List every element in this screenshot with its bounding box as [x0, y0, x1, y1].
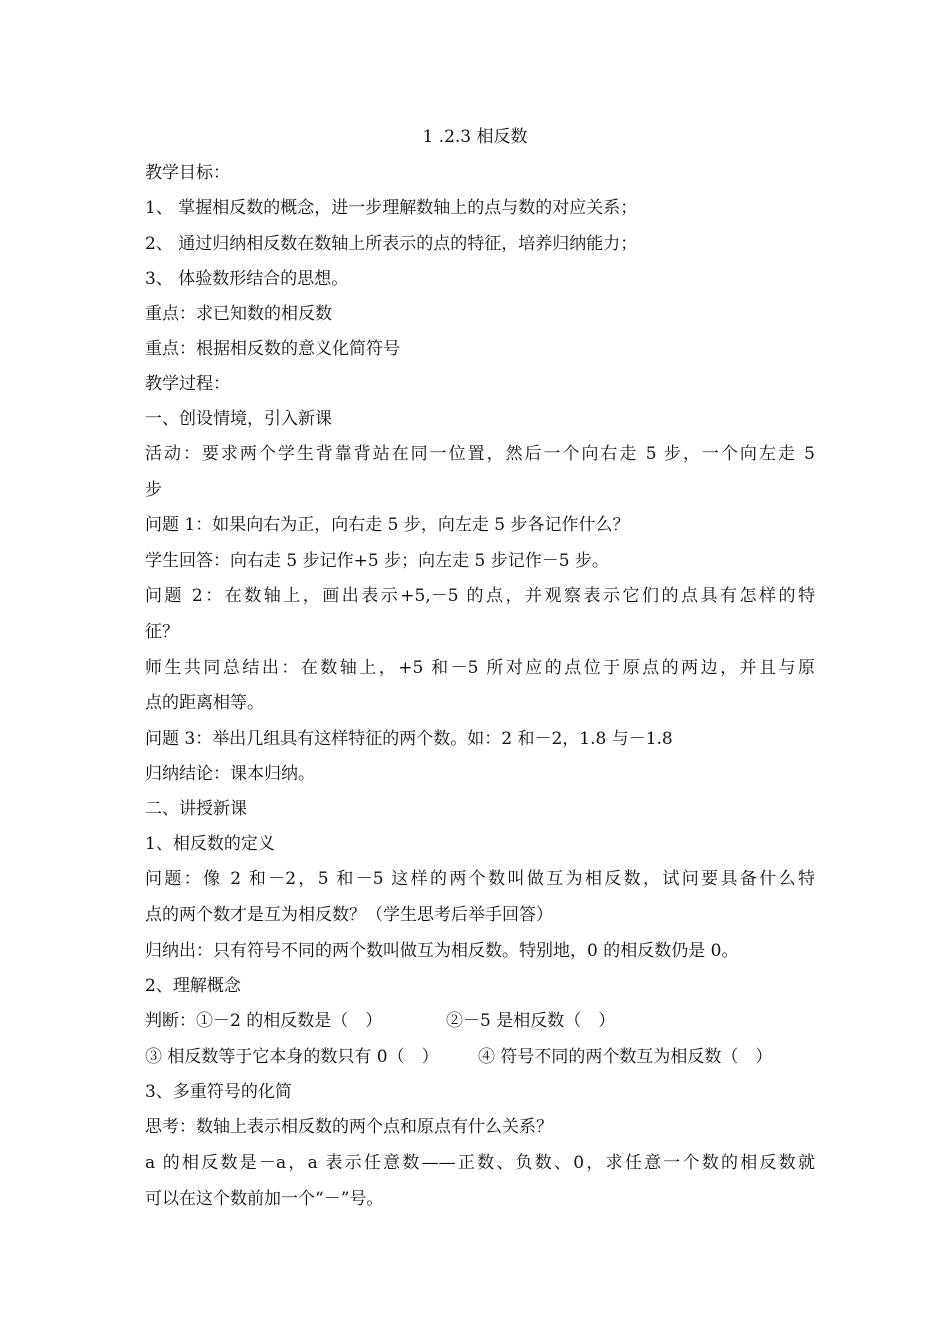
text-line: 问题 3：举出几组具有这样特征的两个数。如：2 和－2，1.8 与－1.8 [145, 729, 673, 749]
text-line: 点的距离相等。 [145, 693, 264, 713]
text-line: 思考：数轴上表示相反数的两个点和原点有什么关系？ [145, 1117, 553, 1137]
judge-item-1: 判断：①－2 的相反数是（ ） [145, 1011, 383, 1031]
text-line: 1、相反数的定义 [145, 834, 275, 854]
text-line: 重点：根据相反数的意义化简符号 [145, 339, 400, 359]
text-line: 学生回答：向右走 5 步记作+5 步；向左走 5 步记作－5 步。 [145, 551, 609, 571]
text-line: 2、 通过归纳相反数在数轴上所表示的点的特征，培养归纳能力； [145, 234, 638, 254]
text-line: 征？ [145, 622, 179, 642]
text-line: 教学过程： [145, 374, 230, 394]
text-line: 2、理解概念 [145, 976, 241, 996]
text-line: 问题 1：如果向右为正，向右走 5 步，向左走 5 步各记作什么？ [145, 515, 630, 535]
text-line: 步 [145, 480, 162, 500]
text-line: 师生共同总结出：在数轴上，+5 和－5 所对应的点位于原点的两边，并且与原 [145, 658, 815, 678]
text-line: 点的两个数才是互为相反数？（学生思考后举手回答） [145, 905, 553, 925]
text-line: 重点：求已知数的相反数 [145, 304, 332, 324]
text-line: 二、讲授新课 [145, 799, 247, 819]
text-line: 活动：要求两个学生背靠背站在同一位置，然后一个向右走 5 步，一个向左走 5 [145, 444, 815, 464]
text-line: a 的相反数是－a，a 表示任意数——正数、负数、0，求任意一个数的相反数就 [145, 1153, 815, 1173]
judge-item-3: ③ 相反数等于它本身的数只有 0（ ） [145, 1047, 439, 1067]
text-line: 归纳出：只有符号不同的两个数叫做互为相反数。特别地，0 的相反数仍是 0。 [145, 941, 739, 961]
text-line: 可以在这个数前加一个“－”号。 [145, 1189, 384, 1209]
text-line: 教学目标： [145, 163, 230, 183]
judge-item-2: ②－5 是相反数（ ） [446, 1011, 616, 1031]
text-line: 一、创设情境，引入新课 [145, 409, 332, 429]
text-line: 问题：像 2 和－2，5 和－5 这样的两个数叫做互为相反数，试问要具备什么特 [145, 869, 815, 889]
judge-item-4: ④ 符号不同的两个数互为相反数（ ） [478, 1047, 773, 1067]
text-line: 问题 2：在数轴上，画出表示+5,－5 的点，并观察表示它们的点具有怎样的特 [145, 586, 815, 606]
text-line: 3、 体验数形结合的思想。 [145, 269, 349, 289]
text-line: 归纳结论：课本归纳。 [145, 764, 315, 784]
document-title: 1 .2.3 相反数 [422, 127, 528, 147]
text-line: 3、多重符号的化简 [145, 1082, 292, 1102]
text-line: 1、 掌握相反数的概念，进一步理解数轴上的点与数的对应关系； [145, 198, 638, 218]
